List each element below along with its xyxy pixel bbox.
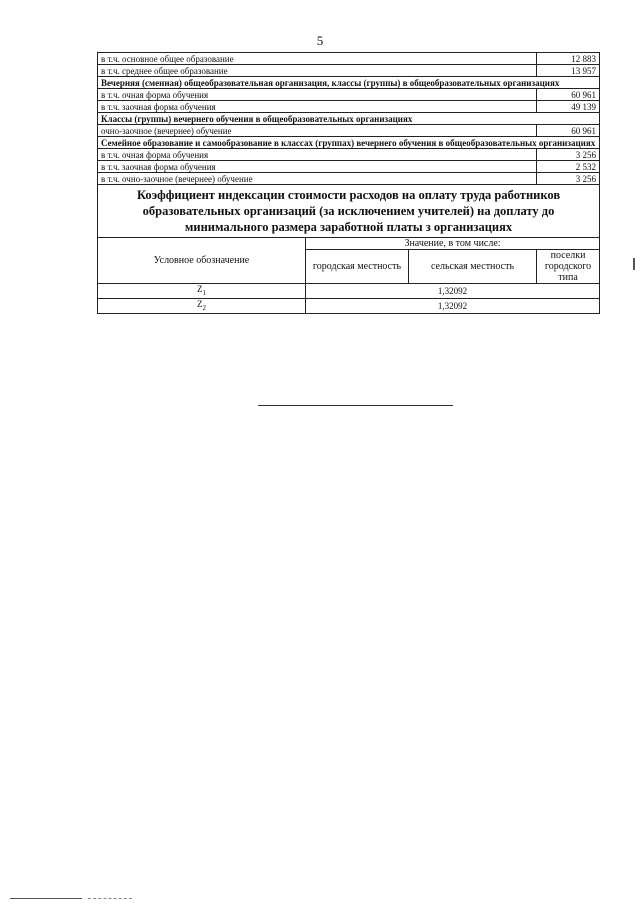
row-label: в т.ч. заочная форма обучения: [98, 161, 537, 173]
section-title-family: Семейное образование и самообразование в классах (группах) вечернего обучения в общеобразовательных организациях: [98, 137, 600, 149]
symbol-column-header: Условное обозначение: [98, 238, 306, 284]
coefficient-header-row: [98, 238, 600, 250]
section-title-evening-classes: Классы (группы) вечернего обучения в общеобразовательных организациях: [98, 113, 600, 125]
coefficient-value: 1,32092: [306, 298, 600, 313]
section-header: [98, 77, 600, 89]
scan-margin-mark: [633, 258, 635, 270]
document-table: [97, 52, 600, 314]
row-value: 13 957: [537, 65, 600, 77]
table-row: [98, 298, 600, 313]
table-row: [98, 161, 600, 173]
footer-line: [88, 898, 132, 899]
row-value: 60 961: [537, 89, 600, 101]
coefficient-title: Коэффициент индексации стоимости расходов на оплату труда работников образовательных организаций (за исключением учителей) на доплату до минимального размера заработной платы з организациях: [98, 185, 600, 238]
footer-line: [10, 898, 82, 899]
row-label: в т.ч. очно-заочное (вечернее) обучение: [98, 173, 537, 185]
coefficient-value: 1,32092: [306, 284, 600, 299]
row-label: в т.ч. очная форма обучения: [98, 89, 537, 101]
value-column-header: Значение, в том числе:: [306, 238, 600, 250]
subcol-urban-type-settlement: поселки городского типа: [537, 250, 600, 284]
row-value: 2 532: [537, 161, 600, 173]
row-value: 12 883: [537, 53, 600, 65]
row-label: в т.ч. заочная форма обучения: [98, 101, 537, 113]
coefficient-title-row: [98, 185, 600, 238]
row-value: 49 139: [537, 101, 600, 113]
row-label: очно-заочное (вечернее) обучение: [98, 125, 537, 137]
page-number: 5: [316, 33, 324, 48]
row-label: в т.ч. основное общее образование: [98, 53, 537, 65]
row-value: 3 256: [537, 173, 600, 185]
section-header: [98, 113, 600, 125]
coefficient-symbol: $Z_2$: [98, 298, 306, 313]
row-label: в т.ч. среднее общее образование: [98, 65, 537, 77]
subcol-urban: городская местность: [306, 250, 409, 284]
section-header: [98, 137, 600, 149]
row-label: в т.ч. очная форма обучения: [98, 149, 537, 161]
section-title-evening: Вечерняя (сменная) общеобразовательная организация, классы (группы) в общеобразовательных организациях: [98, 77, 600, 89]
end-divider: [258, 405, 453, 406]
row-value: 3 256: [537, 149, 600, 161]
table-row: [98, 284, 600, 299]
table-row: [98, 89, 600, 101]
table-row: [98, 101, 600, 113]
table-row: [98, 53, 600, 65]
coefficient-symbol: $Z_1$: [98, 284, 306, 299]
table-row: [98, 125, 600, 137]
subcol-rural: сельская местность: [409, 250, 537, 284]
row-value: 60 961: [537, 125, 600, 137]
table-row: [98, 173, 600, 185]
table-row: [98, 65, 600, 77]
table-row: [98, 149, 600, 161]
